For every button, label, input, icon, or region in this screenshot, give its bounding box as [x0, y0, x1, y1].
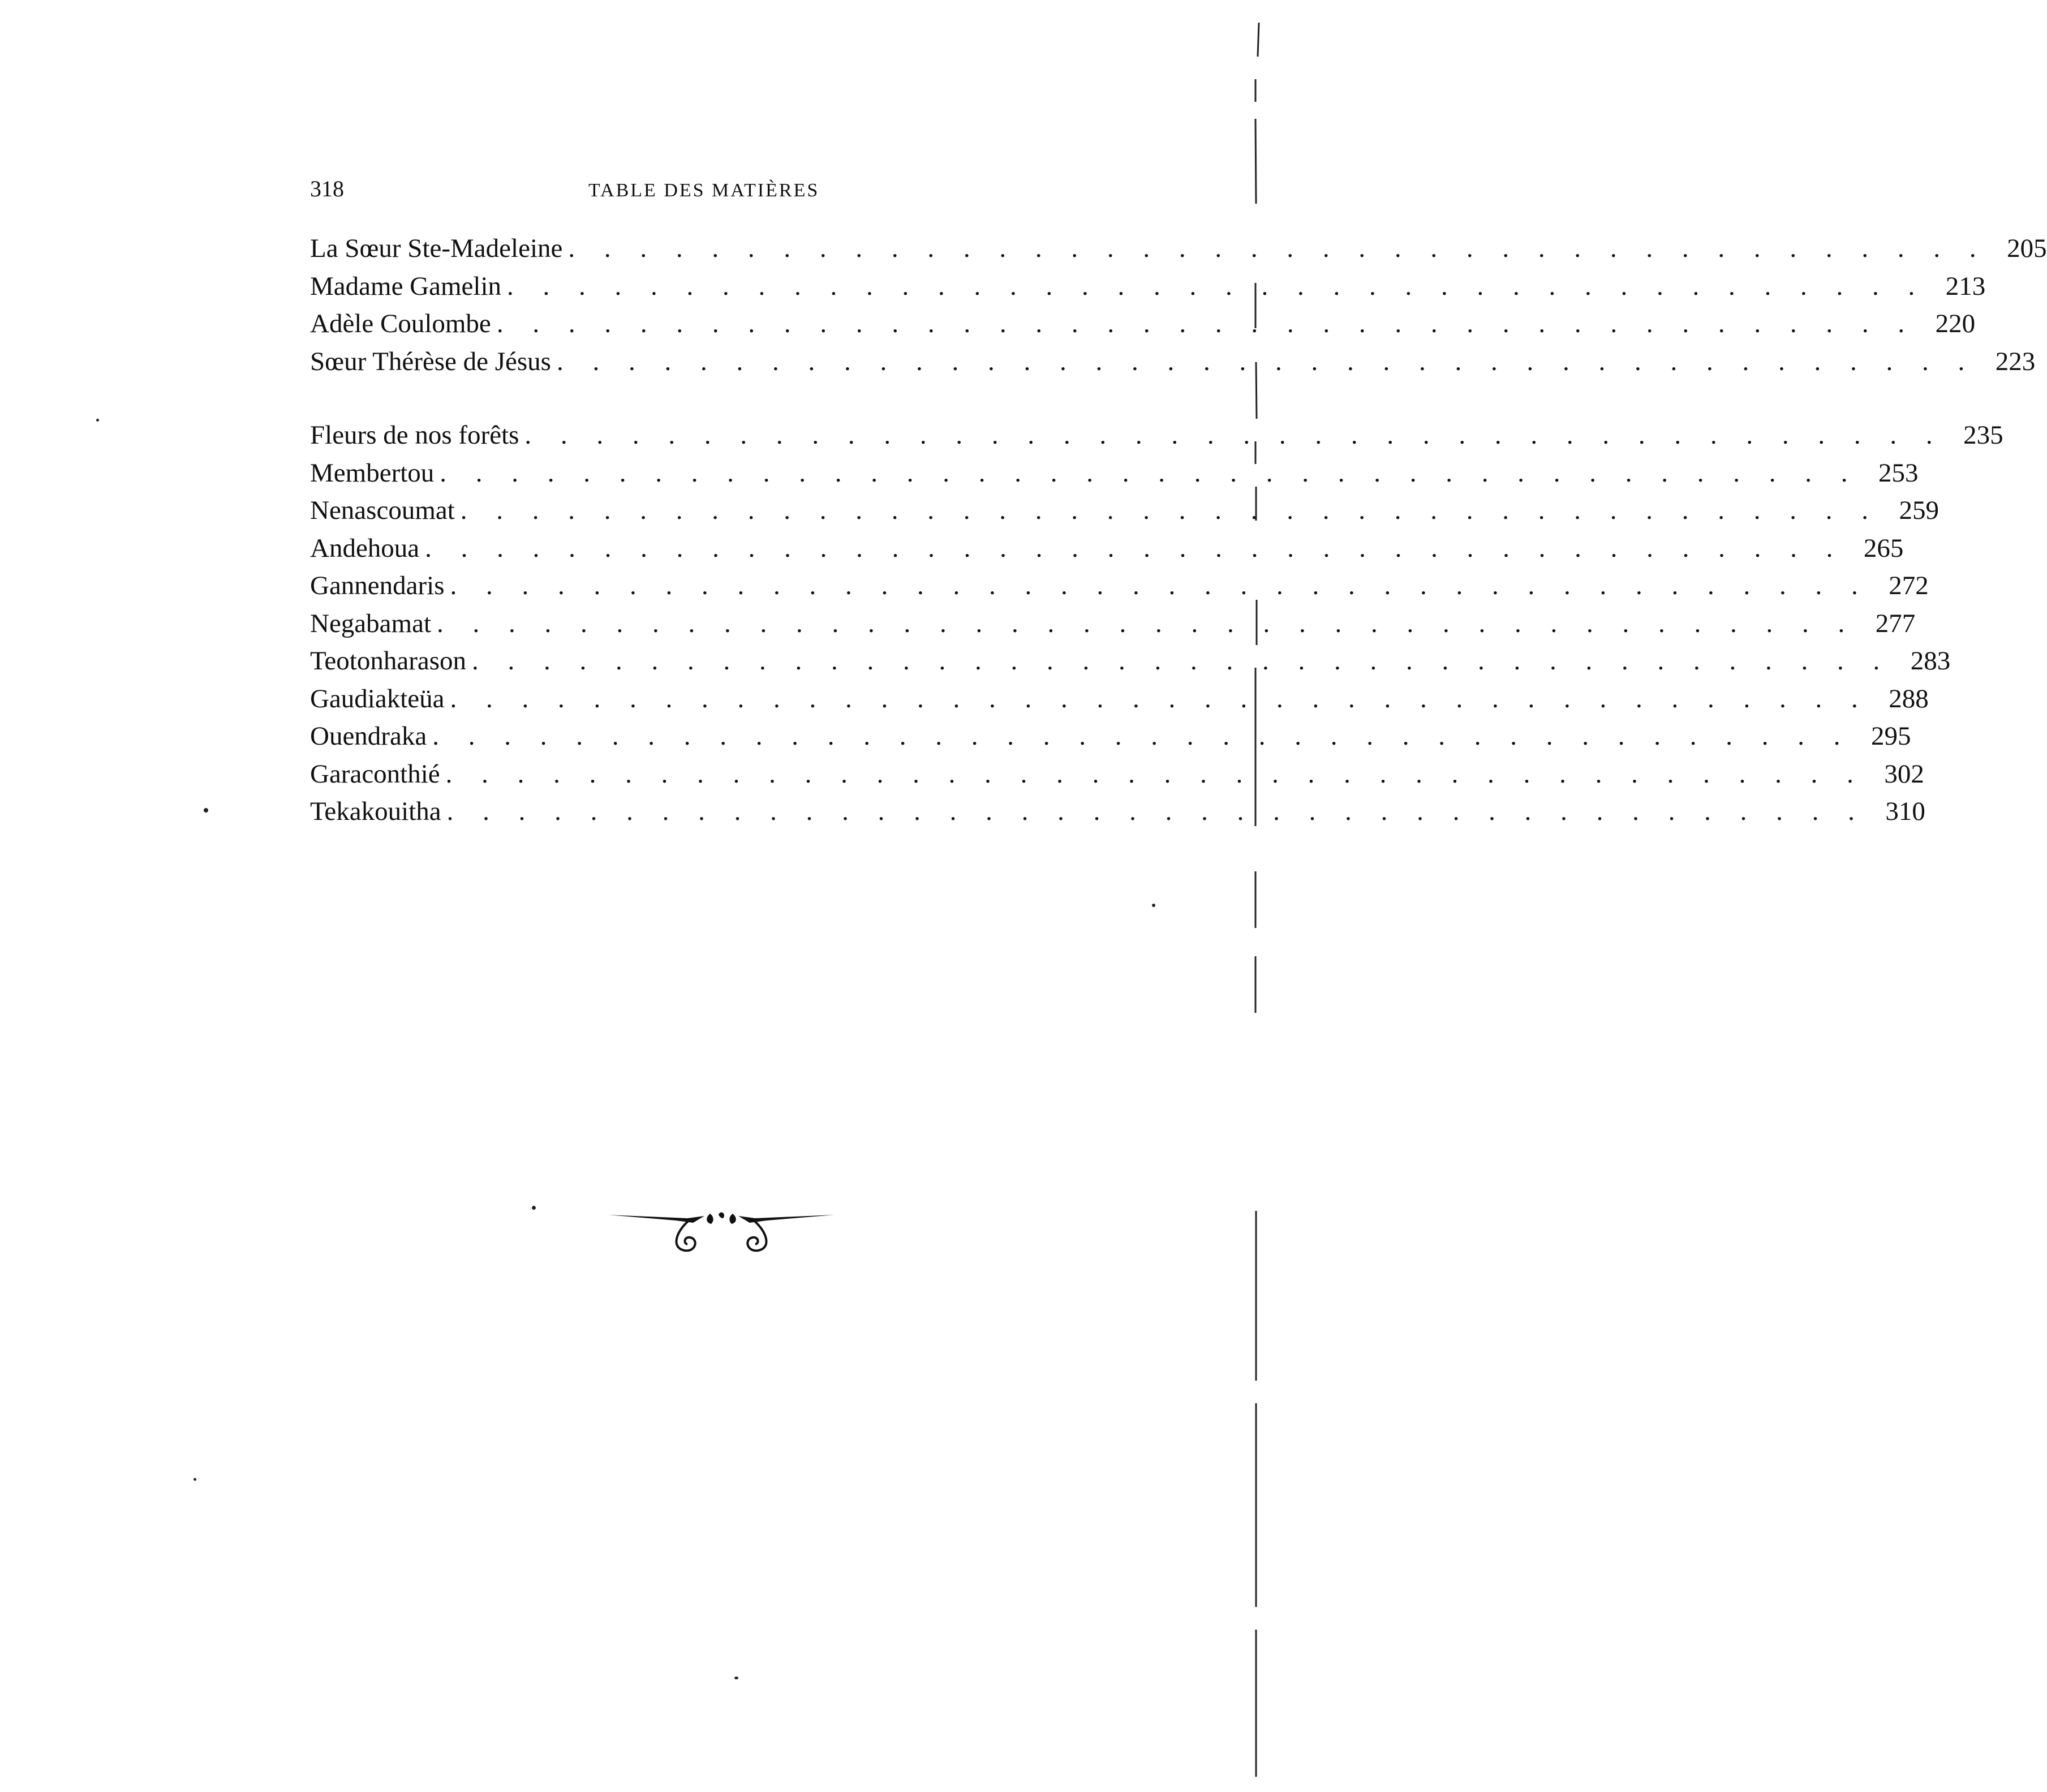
toc-entry-title: Madame Gamelin — [310, 271, 502, 301]
toc-entry-page: 310 — [1885, 797, 1925, 826]
toc-entry-page: 277 — [1875, 608, 1916, 638]
running-head: TABLE DES MATIÈRES — [588, 180, 820, 201]
toc-leader-dots: . . . . . . . . . . . . . . . . . . . . . . . . . . . . . . . . . . . . . . . . — [440, 458, 1859, 488]
toc-entry — [310, 796, 1925, 834]
toc-entry-page: 259 — [1899, 496, 1940, 525]
toc-leader-dots: . . . . . . . . . . . . . . . . . . . . . . . . . . . . . . . . . . . . . . . . — [437, 608, 1856, 638]
toc-entry — [310, 533, 1904, 571]
toc-group-1 — [310, 233, 2047, 384]
toc-leader-dots: . . . . . . . . . . . . . . . . . . . . . . . . . . . . . . . . . . . . . . . . — [450, 684, 1869, 714]
toc-entry-title: Gannendaris — [310, 571, 445, 600]
toc-entry-title: Ouendraka — [310, 721, 427, 751]
toc-entry-title: Gaudiakteüa — [310, 684, 445, 714]
toc-leader-dots: . . . . . . . . . . . . . . . . . . . . . . . . . . . . . . . . . . . . . . . . — [445, 759, 1865, 789]
toc-entry-page: 288 — [1889, 684, 1929, 714]
toc-leader-dots: . . . . . . . . . . . . . . . . . . . . . . . . . . . . . . . . . . . . . . . . — [460, 496, 1880, 525]
ink-speck — [532, 1206, 536, 1210]
toc-entry-title: Nenascoumat — [310, 496, 455, 525]
toc-entry-page: 213 — [1945, 271, 1986, 301]
toc-leader-dots: . . . . . . . . . . . . . . . . . . . . . . . . . . . . . . . . . . . . . . . . — [496, 309, 1916, 338]
toc-group-2 — [310, 420, 2003, 834]
toc-entry — [310, 570, 1929, 608]
toc-entry — [310, 308, 1976, 346]
toc-entry-page: 295 — [1870, 721, 1911, 751]
toc-entry-page: 283 — [1910, 646, 1951, 676]
toc-leader-dots: . . . . . . . . . . . . . . . . . . . . . . . . . . . . . . . . . . . . . . . . — [556, 346, 1976, 376]
ink-speck — [96, 419, 99, 422]
page-number: 318 — [310, 176, 344, 201]
toc-entry — [310, 646, 1951, 684]
toc-leader-dots: . . . . . . . . . . . . . . . . . . . . . . . . . . . . . . . . . . . . . . . . — [446, 797, 1866, 826]
toc-entry-title: Teotonharason — [310, 646, 467, 676]
toc-entry-page: 220 — [1935, 309, 1976, 338]
toc-entry-title: Andehoua — [310, 533, 420, 563]
ink-speck — [204, 808, 208, 813]
ink-speck — [1152, 904, 1155, 907]
ink-speck — [734, 1677, 738, 1679]
toc-entry-title: Negabamat — [310, 608, 432, 638]
toc-entry-page: 205 — [2007, 234, 2047, 263]
tailpiece-ornament — [608, 1202, 835, 1259]
toc-entry-page: 302 — [1884, 759, 1924, 789]
toc-entry-title: Adèle Coulombe — [310, 309, 491, 338]
toc-entry-page: 223 — [1995, 346, 2036, 376]
toc-leader-dots: . . . . . . . . . . . . . . . . . . . . . . . . . . . . . . . . . . . . . . . . — [450, 571, 1869, 600]
toc-entry — [310, 346, 2036, 384]
toc-entry — [310, 721, 1911, 759]
toc-entry-page: 235 — [1963, 420, 2003, 450]
toc-leader-dots: . . . . . . . . . . . . . . . . . . . . . . . . . . . . . . . . . . . . . . . . — [507, 271, 1926, 301]
toc-leader-dots: . . . . . . . . . . . . . . . . . . . . . . . . . . . . . . . . . . . . . . . . — [568, 234, 1988, 263]
toc-entry — [310, 608, 1916, 646]
page-edge-line — [1253, 23, 1265, 1777]
toc-entry-title: Sœur Thérèse de Jésus — [310, 346, 551, 376]
toc-entry-title: Membertou — [310, 458, 435, 488]
toc-entry — [310, 495, 1940, 533]
toc-entry — [310, 759, 1924, 797]
toc-entry-page: 265 — [1863, 533, 1904, 563]
toc-entry-title: La Sœur Ste-Madeleine — [310, 234, 563, 263]
toc-entry — [310, 458, 1919, 496]
toc-leader-dots: . . . . . . . . . . . . . . . . . . . . . . . . . . . . . . . . . . . . . . . . — [524, 420, 1944, 450]
toc-entry — [310, 233, 2047, 271]
toc-entry-page: 272 — [1889, 571, 1929, 600]
toc-leader-dots: . . . . . . . . . . . . . . . . . . . . . . . . . . . . . . . . . . . . . . . . — [425, 533, 1844, 563]
ink-speck — [193, 1478, 196, 1481]
toc-entry — [310, 684, 1929, 721]
toc-leader-dots: . . . . . . . . . . . . . . . . . . . . . . . . . . . . . . . . . . . . . . . . — [472, 646, 1891, 676]
toc-entry-title: Garaconthié — [310, 759, 440, 789]
toc-leader-dots: . . . . . . . . . . . . . . . . . . . . . . . . . . . . . . . . . . . . . . . . — [432, 721, 1852, 751]
toc-entry-title: Fleurs de nos forêts — [310, 420, 519, 450]
toc-entry-page: 253 — [1878, 458, 1919, 488]
toc-entry-title: Tekakouitha — [310, 797, 441, 826]
toc-entry — [310, 420, 2003, 458]
toc-entry — [310, 271, 1986, 309]
